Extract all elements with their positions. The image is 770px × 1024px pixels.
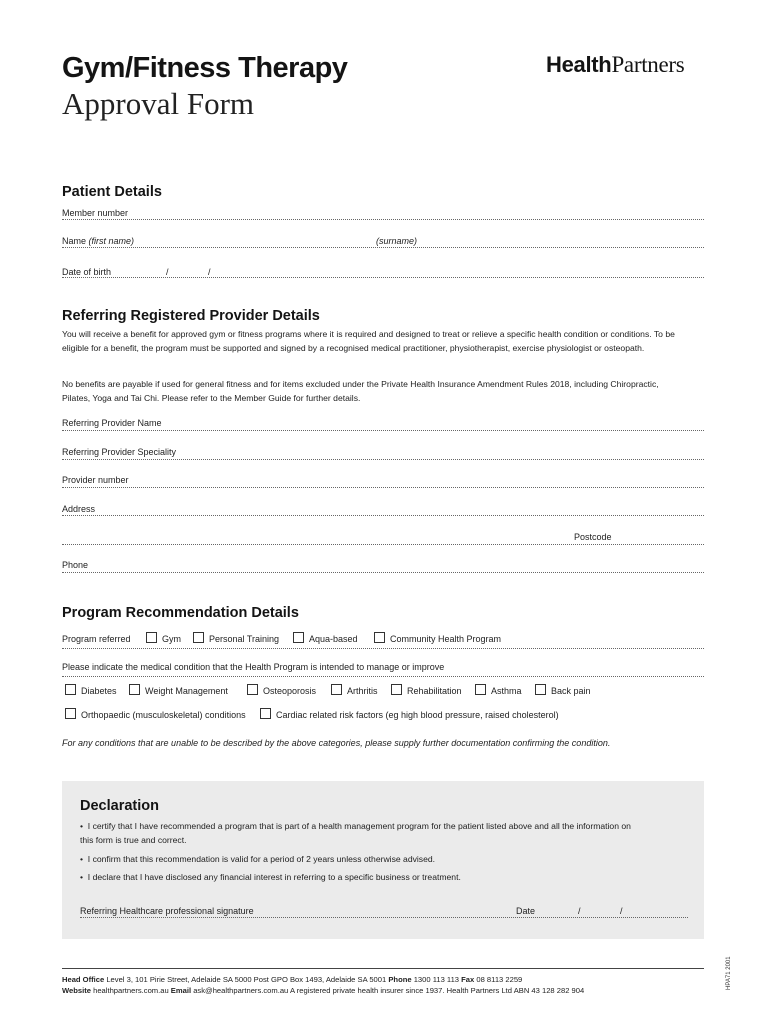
orthopaedic-checkbox[interactable] [65,708,76,719]
osteoporosis-checkbox[interactable] [247,684,258,695]
footer-divider [62,968,704,969]
dob-label: Date of birth [62,267,112,277]
condition-arthritis[interactable]: Arthritis [331,684,378,696]
address-line2-postcode-field[interactable] [62,544,704,545]
health-partners-logo: HealthPartners [546,52,685,77]
dob-slash-2: / [208,267,211,277]
condition-prompt: Please indicate the medical condition that the Health Program is intended to manage or improve [62,662,445,672]
provider-intro-paragraph: You will receive a benefit for approved gym or fitness programs where it is required and designed to treat or relieve a specific health condition or conditions. To be eligible for a benefit, the program must be supported and signed by a recognised medical practitioner, physiotherapist, exercise physiologist or osteopath. [62,329,675,353]
option-aqua-based[interactable]: Aqua-based [293,632,358,644]
declaration-panel [62,781,704,939]
date-label: Date [516,906,536,916]
signature-field[interactable] [80,917,688,918]
first-name-label: (first name) [88,236,135,246]
divider [62,676,704,677]
form-title: Gym/Fitness Therapy [62,52,348,84]
provider-details-heading: Referring Registered Provider Details [62,308,320,324]
signature-label: Referring Healthcare professional signature [80,906,254,916]
weight-management-checkbox[interactable] [129,684,140,695]
date-slash-2: / [620,906,623,916]
condition-diabetes[interactable]: Diabetes [65,684,117,696]
declaration-heading: Declaration [80,798,159,814]
condition-weight-management[interactable]: Weight Management [129,684,228,696]
provider-number-label: Provider number [62,475,129,485]
provider-number-field[interactable] [62,487,704,488]
declaration-item-1: • I certify that I have recommended a program that is part of a health management program for the patient listed above and all the information on this form is true and correct. [80,821,631,845]
email-link[interactable]: ask@healthpartners.com.au [193,986,289,995]
provider-speciality-label: Referring Provider Speciality [62,447,177,457]
divider [62,648,704,649]
declaration-item-3: • I declare that I have disclosed any financial interest in referring to a specific business or treatment. [80,872,461,882]
provider-speciality-field[interactable] [62,459,704,460]
condition-osteoporosis[interactable]: Osteoporosis [247,684,316,696]
form-subtitle: Approval Form [62,86,255,121]
condition-orthopaedic[interactable]: Orthopaedic (musculoskeletal) conditions [65,708,246,720]
condition-asthma[interactable]: Asthma [475,684,522,696]
patient-details-heading: Patient Details [62,184,162,200]
option-gym[interactable]: Gym [146,632,181,644]
declaration-item-2: • I confirm that this recommendation is valid for a period of 2 years unless otherwise advised. [80,854,436,864]
member-number-field[interactable] [62,219,704,220]
program-referred-label: Program referred [62,634,131,644]
form-code: HPA71 2001 [726,956,732,990]
address-label: Address [62,504,96,514]
gym-checkbox[interactable] [146,632,157,643]
conditions-note: For any conditions that are unable to be described by the above categories, please supply further documentation confirming the condition. [62,738,611,748]
condition-rehabilitation[interactable]: Rehabilitation [391,684,462,696]
dob-field[interactable] [62,277,704,278]
asthma-checkbox[interactable] [475,684,486,695]
condition-cardiac[interactable]: Cardiac related risk factors (eg high blood pressure, raised cholesterol) [260,708,559,720]
provider-name-label: Referring Provider Name [62,418,162,428]
provider-name-field[interactable] [62,430,704,431]
footer-contact-line: Website healthpartners.com.au Email ask@healthpartners.com.au A registered private health insurer since 1937. Health Partners Ltd ABN 43 128 282 904 [62,986,585,995]
personal-training-checkbox[interactable] [193,632,204,643]
rehabilitation-checkbox[interactable] [391,684,402,695]
member-number-label: Member number [62,208,129,218]
phone-field[interactable] [62,572,704,573]
arthritis-checkbox[interactable] [331,684,342,695]
aqua-based-checkbox[interactable] [293,632,304,643]
exclusions-paragraph: No benefits are payable if used for general fitness and for items excluded under the Private Health Insurance Amendment Rules 2018, including Chiropractic, Pilates, Yoga and Tai Chi. Please refer to the Member Guide for further details. [62,379,659,403]
footer-address-line: Head Office Level 3, 101 Pirie Street, Adelaide SA 5000 Post GPO Box 1493, Adelaide SA 5001 Phone 1300 113 113 Fax 08 8113 2259 [62,975,523,984]
name-field[interactable] [62,247,704,248]
cardiac-checkbox[interactable] [260,708,271,719]
community-health-checkbox[interactable] [374,632,385,643]
surname-label: (surname) [376,236,418,246]
diabetes-checkbox[interactable] [65,684,76,695]
website-link[interactable]: healthpartners.com.au [93,986,169,995]
condition-back-pain[interactable]: Back pain [535,684,591,696]
option-community-health[interactable]: Community Health Program [374,632,501,644]
name-label: Name (first name) [62,236,135,246]
option-personal-training[interactable]: Personal Training [193,632,279,644]
phone-label: Phone [62,560,89,570]
date-slash-1: / [578,906,581,916]
postcode-label: Postcode [574,532,612,542]
back-pain-checkbox[interactable] [535,684,546,695]
program-details-heading: Program Recommendation Details [62,605,299,621]
dob-slash-1: / [166,267,169,277]
address-field[interactable] [62,515,704,516]
